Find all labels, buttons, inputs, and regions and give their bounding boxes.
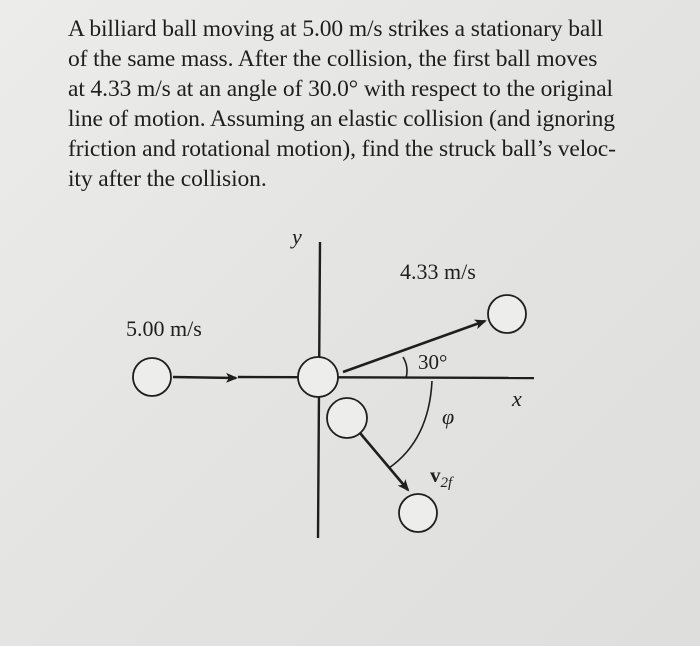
y-axis-label: y [292, 224, 302, 249]
phi-label: φ [442, 404, 455, 429]
problem-line-4: line of motion. Assuming an elastic collision (and ignoring [68, 106, 615, 132]
incoming-velocity-arrow [173, 377, 236, 378]
x-axis [238, 377, 534, 378]
ball2-velocity-arrow [360, 433, 408, 490]
ball2-final [399, 494, 437, 532]
ball1-final [488, 295, 526, 333]
incoming-speed-label: 5.00 m/s [126, 316, 202, 341]
problem-line-3: at 4.33 m/s at an angle of 30.0° with respect to the original [68, 76, 613, 102]
target-ball-initial [298, 357, 338, 397]
ball1-velocity-arrow [343, 321, 485, 372]
ball2-start [327, 398, 367, 438]
incoming-ball [133, 358, 171, 396]
angle-arc-30 [403, 357, 407, 378]
x-axis-label: x [512, 386, 522, 411]
problem-line-2: of the same mass. After the collision, the first ball moves [68, 46, 598, 72]
ball1-speed-label: 4.33 m/s [400, 259, 476, 284]
v2f-label [430, 463, 454, 491]
problem-line-5: friction and rotational motion), find the struck ball’s veloc- [68, 136, 616, 162]
v2f-subscript: 2f [440, 475, 453, 491]
problem-line-6: ity after the collision. [68, 166, 267, 192]
v2f-main: v [430, 463, 441, 487]
angle-label: 30° [418, 350, 448, 374]
angle-arc-phi [389, 381, 432, 468]
problem-line-1: A billiard ball moving at 5.00 m/s strikes a stationary ball [68, 16, 604, 42]
